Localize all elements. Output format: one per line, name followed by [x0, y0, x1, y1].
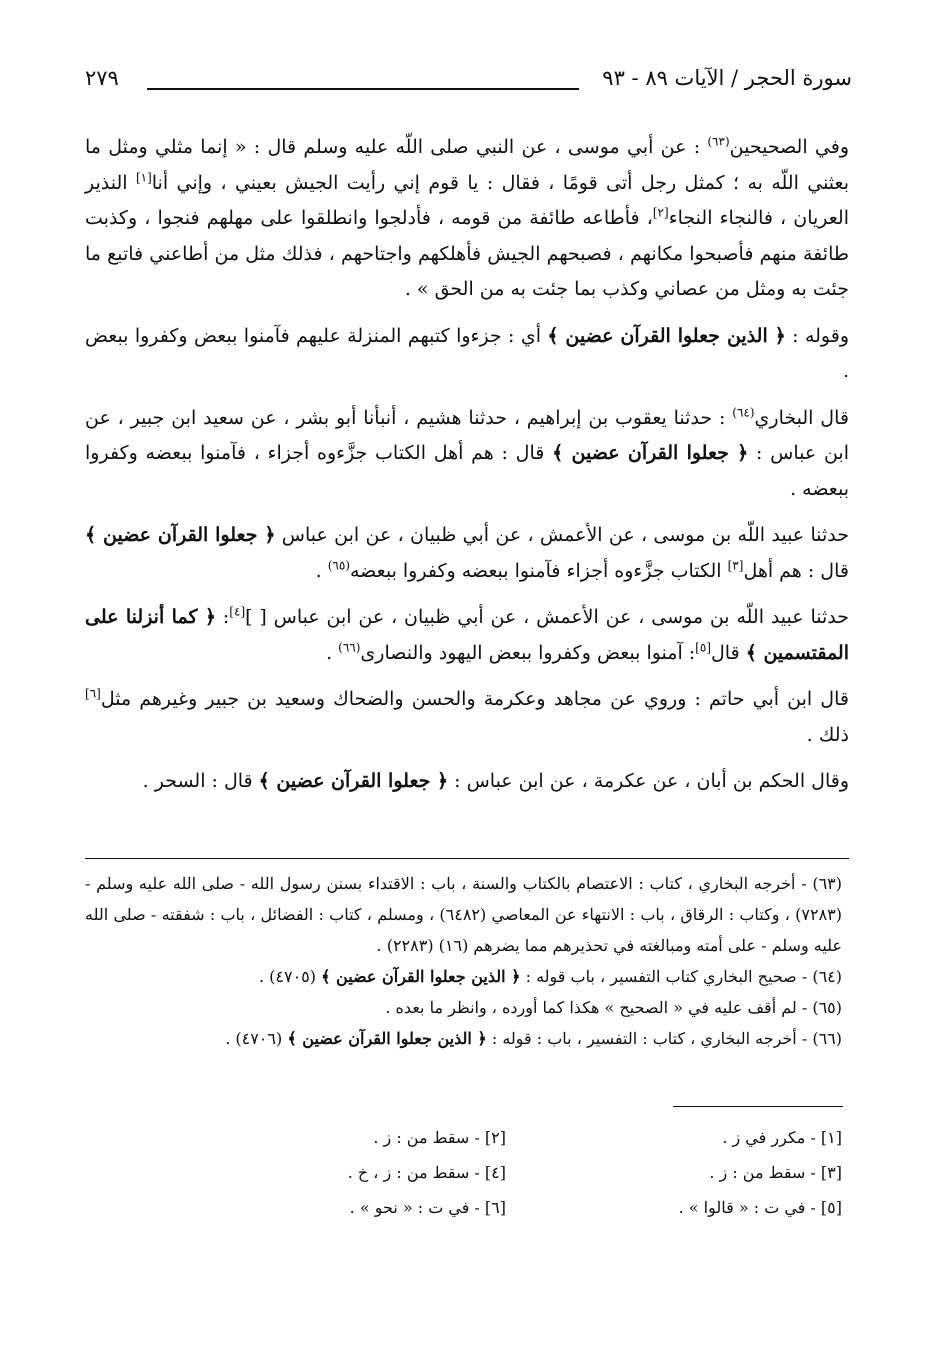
quran-verse: ﴿ جعلوا القرآن عضين ﴾: [552, 442, 749, 464]
paragraph-7: وقال الحكم بن أبان ، عن عكرمة ، عن ابن عباس : ﴿ جعلوا القرآن عضين ﴾ قال : السحر .: [142, 770, 849, 792]
footnote-ref: (٦٦): [338, 640, 361, 655]
quran-verse: ﴿ الذين جعلوا القرآن عضين ﴾: [547, 324, 786, 347]
paragraph-1: وفي الصحيحين$^{(٦٣)}$ : عن أبي موسى ، عن النبي صلى اللّه عليه وسلم قال : « إنما مثلي ومثل ما بعثني اللّه به ؛ كمثل رجل أتى قومًا ، فقال : يا قوم إني رأيت الجيش بعيني ، وإني أنا[١] النذير العريان ، فالنجاء النجاء[٢]، فأطاعه طائفة من قومه ، فأدلجوا وانطلقوا على مهلهم فنجوا ، وكذبت طائفة منهم فأصبحوا مكانهم ، فصبحهم الجيش فأهلكهم واجتاحهم ، فذلك مثل من أطاعني فاتبع ما جئت به ومثل من عصاني وكذب بما جئت به من الحق » .: [85, 134, 849, 300]
quran-verse: ﴿ الذين جعلوا القرآن عضين ﴾: [287, 1029, 487, 1048]
footnote-separator: [85, 858, 849, 859]
paragraph-6: قال ابن أبي حاتم : وروي عن مجاهد وعكرمة والحسن والضحاك وسعيد بن جبير وغيرهم مثل[٦] ذلك .: [85, 686, 849, 746]
variant-note: [١] - مكرر في ز .: [722, 1128, 842, 1147]
header-rule: [147, 88, 579, 90]
manuscript-variants: [170, 1120, 842, 1225]
paragraph-4: حدثنا عبيد اللّه بن موسى ، عن الأعمش ، عن أبي ظبيان ، عن ابن عباس ﴿ جعلوا القرآن عضين ﴾ قال : هم أهل[٣] الكتاب جزَّءوه أجزاء فآمنوا ببعضه وكفروا ببعضه$^{(٦٥)}$ .: [85, 524, 849, 582]
variant-row: [170, 1155, 842, 1190]
footnote-ref: (٦٤): [732, 405, 755, 420]
quran-verse: ﴿ جعلوا القرآن عضين ﴾: [258, 770, 449, 792]
variant-row: [170, 1190, 842, 1225]
footnote-63: (٦٣) - أخرجه البخاري ، كتاب : الاعتصام بالكتاب والسنة ، باب : الاقتداء بسنن رسول الله - صلى الله عليه وسلم - (٧٢٨٣) ، وكتاب : الرقاق ، باب : الانتهاء عن المعاصي (٦٤٨٢) ، ومسلم ، كتاب : الفضائل ، باب : شفقته - صلى الله عليه وسلم - على أمته ومبالغته في تحذيرهم مما يضرهم (١٦) (٢٢٨٣) .: [85, 874, 842, 955]
running-header: [85, 62, 852, 102]
quran-verse: ﴿ كما أنزلنا على المقتسمين ﴾: [85, 606, 849, 664]
variant-ref: [٢]: [652, 205, 669, 220]
variant-ref: [٤]: [229, 604, 246, 619]
surah-title: سورة الحجر / الآيات ٨٩ - ٩٣: [602, 66, 852, 90]
paragraph-5: حدثنا عبيد اللّه بن موسى ، عن الأعمش ، عن أبي ظبيان ، عن ابن عباس [ ][٤]: ﴿ كما أنزلنا على المقتسمين ﴾ قال[٥]: آمنوا ببعض وكفروا ببعض اليهود والنصارى$^{(٦٦)}$ .: [85, 604, 849, 664]
variant-row: [170, 1120, 842, 1155]
quran-verse: ﴿ الذين جعلوا القرآن عضين ﴾: [321, 967, 521, 986]
main-text: [85, 130, 849, 811]
variant-note: [٢] - سقط من : ز .: [373, 1128, 506, 1147]
variant-ref: [٥]: [695, 640, 711, 655]
footnote-66: (٦٦) - أخرجه البخاري ، كتاب : التفسير ، باب : قوله : ﴿ الذين جعلوا القرآن عضين ﴾ (٤٧٠٦) .: [225, 1029, 842, 1048]
quran-verse: ﴿ جعلوا القرآن عضين ﴾: [85, 524, 276, 546]
page-number: ٢٧٩: [85, 66, 119, 90]
paragraph-3: قال البخاري$^{(٦٤)}$ : حدثنا يعقوب بن إبراهيم ، حدثنا هشيم ، أنبأنا أبو بشر ، عن سعيد ابن جبير ، عن ابن عباس : ﴿ جعلوا القرآن عضين ﴾ قال : هم أهل الكتاب جزَّءوه أجزاء ، فآمنوا ببعضه وكفروا ببعضه .: [85, 405, 849, 500]
footnote-64: (٦٤) - صحيح البخاري كتاب التفسير ، باب قوله : ﴿ الذين جعلوا القرآن عضين ﴾ (٤٧٠٥) .: [258, 967, 842, 986]
variant-note: [٤] - سقط من : ز ، خ .: [347, 1163, 506, 1182]
variant-note: [٦] - في ت : « نحو » .: [349, 1198, 506, 1217]
variant-ref: [٦]: [85, 686, 101, 701]
footnote-ref: (٦٥): [327, 558, 350, 573]
footnote-65: (٦٥) - لم أقف عليه في « الصحيح » هكذا كما أورده ، وانظر ما بعده .: [385, 998, 842, 1017]
variants-separator: [673, 1106, 843, 1107]
variant-note: [٣] - سقط من : ز .: [709, 1163, 842, 1182]
paragraph-2: وقوله : ﴿ الذين جعلوا القرآن عضين ﴾ أي : جزءوا كتبهم المنزلة عليهم فآمنوا ببعض وكفروا ببعض .: [85, 324, 849, 382]
footnote-ref: (٦٣): [707, 134, 730, 149]
variant-note: [٥] - في ت : « قالوا » .: [678, 1198, 842, 1217]
variant-ref: [١]: [135, 170, 152, 185]
footnotes: [85, 868, 842, 1054]
variant-ref: [٣]: [727, 558, 744, 573]
